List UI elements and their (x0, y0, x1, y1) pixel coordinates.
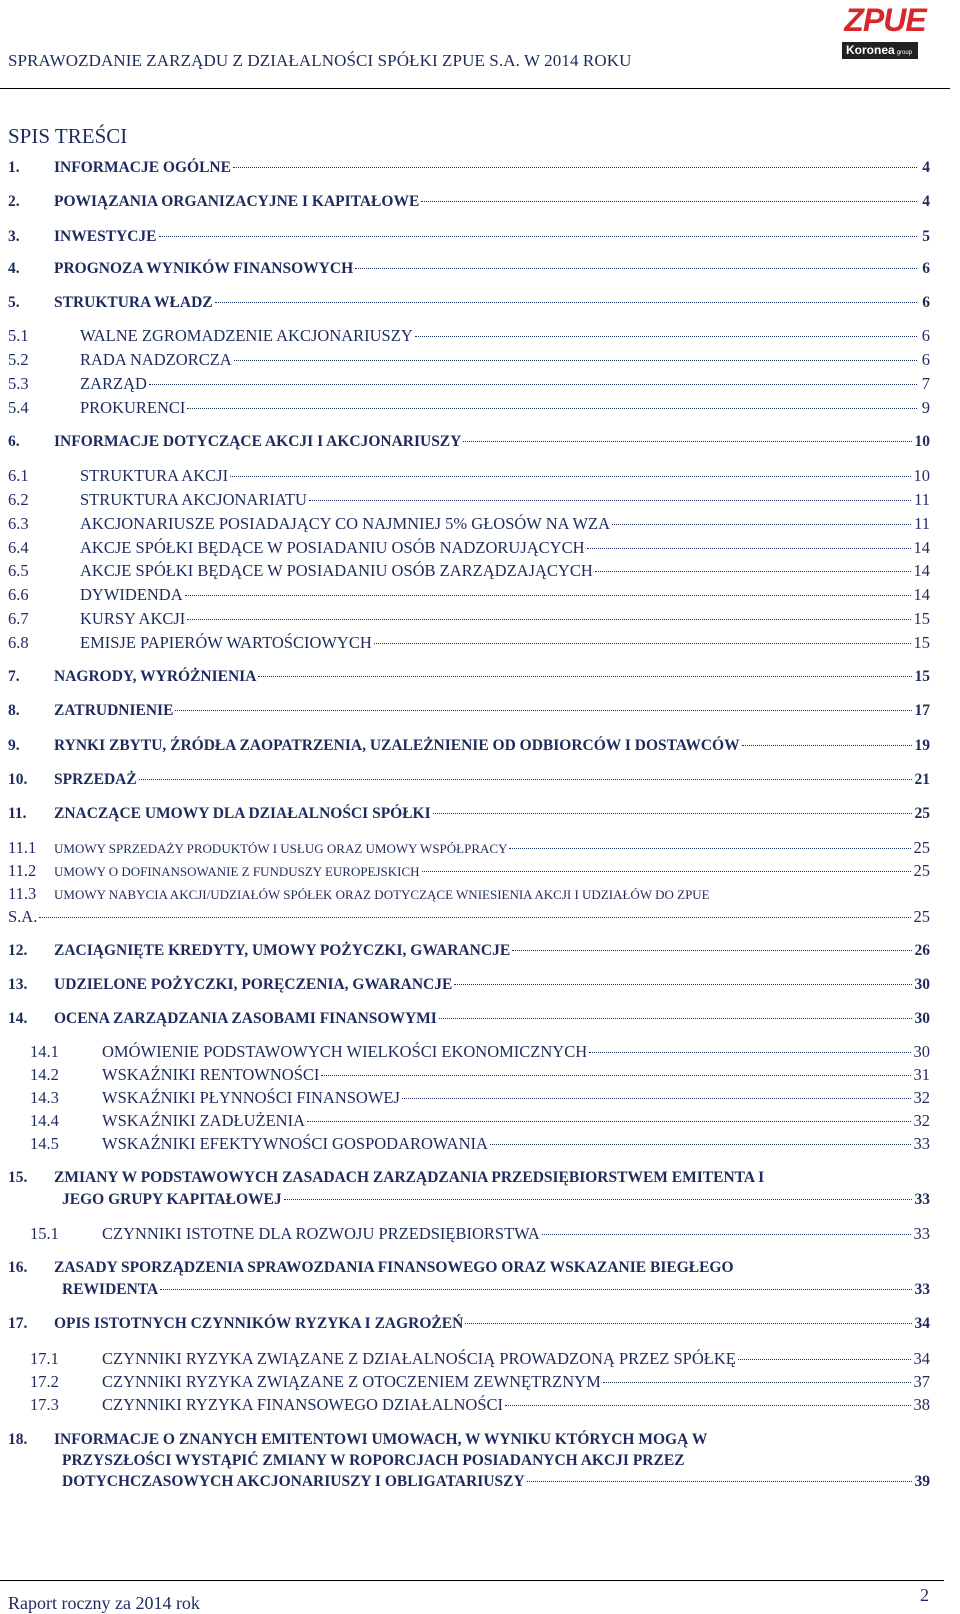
toc-entry-leader (230, 475, 910, 477)
toc-entry-line (8, 634, 930, 652)
toc-entry-title: INWESTYCJE (54, 228, 157, 245)
toc-entry-leader (258, 675, 911, 677)
toc-entry-page: 15 (913, 609, 930, 628)
toc-entry-line (30, 1043, 930, 1061)
footer-divider (0, 1580, 944, 1581)
toc-entry-leader (185, 594, 911, 596)
toc-entry-leader (595, 570, 911, 572)
toc-entry-number: 18. (8, 1431, 28, 1448)
toc-entry-leader (589, 1051, 910, 1053)
toc-entry-number: 15. (8, 1169, 28, 1186)
toc-entry-number: 17. (8, 1315, 28, 1332)
toc-entry-title: OMÓWIENIE PODSTAWOWYCH WIELKOŚCI EKONOMICZNYCH (102, 1042, 588, 1061)
toc-entry-line (8, 491, 930, 509)
toc-entry-number: 14.1 (30, 1042, 59, 1061)
toc-entry-leader (603, 1381, 911, 1383)
toc-entry-number: 3. (8, 228, 20, 245)
toc-entry-title: INFORMACJE DOTYCZĄCE AKCJI I AKCJONARIUSZY (54, 433, 462, 450)
toc-heading: SPIS TREŚCI (8, 124, 128, 148)
toc-entry-leader (39, 916, 910, 918)
toc-entry-title: WSKAŹNIKI EFEKTYWNOŚCI GOSPODAROWANIA (102, 1134, 488, 1153)
document-title: SPRAWOZDANIE ZARZĄDU Z DZIAŁALNOŚCI SPÓŁKI ZPUE S.A. W 2014 ROKU (8, 51, 632, 70)
toc-entry-page: 30 (913, 1042, 930, 1061)
toc-entry-page: 39 (914, 1473, 930, 1490)
toc-entry-number: 6.8 (8, 633, 29, 652)
toc-entry-line (8, 1010, 930, 1028)
toc-entry-leader (355, 267, 917, 269)
toc-entry-number: 14.2 (30, 1065, 59, 1084)
toc-entry-number: 17.2 (30, 1372, 59, 1391)
toc-entry-leader (505, 1404, 910, 1406)
toc-entry-line (8, 327, 930, 345)
toc-entry-number: 6.2 (8, 490, 29, 509)
toc-entry-title: SPRZEDAŻ (54, 771, 137, 788)
toc-entry-line (8, 351, 930, 369)
toc-entry-title: INFORMACJE O ZNANYCH EMITENTOWI UMOWACH, W WYNIKU KTÓRYCH MOGĄ W (54, 1431, 708, 1448)
toc-entry-line (8, 839, 930, 857)
toc-entry-line (8, 1169, 930, 1187)
toc-entry-page: 10 (914, 433, 930, 450)
toc-entry-line (62, 1191, 930, 1209)
toc-entry-leader (454, 983, 911, 985)
toc-entry-page: 17 (914, 702, 930, 719)
toc-entry-line (8, 228, 930, 246)
toc-entry-title: WSKAŹNIKI ZADŁUŻENIA (102, 1111, 305, 1130)
toc-entry-number: 17.3 (30, 1395, 59, 1414)
toc-entry-page: 14 (913, 538, 930, 557)
toc-entry-line (8, 586, 930, 604)
toc-entry-leader (402, 1097, 911, 1099)
toc-entry-line (8, 159, 930, 177)
toc-entry-line (62, 1281, 930, 1299)
toc-entry-page: 10 (913, 466, 930, 485)
toc-entry-title: ZNACZĄCE UMOWY DLA DZIAŁALNOŚCI SPÓŁKI (54, 805, 431, 822)
toc-entry-leader (374, 642, 911, 644)
toc-entry-number: 5.4 (8, 398, 29, 417)
toc-entry-leader (742, 744, 912, 746)
toc-entry-title: CZYNNIKI RYZYKA ZWIĄZANE Z OTOCZENIEM ZEWNĘTRZNYM (102, 1372, 601, 1391)
toc-entry-leader (421, 200, 917, 202)
header-divider (0, 88, 950, 89)
toc-entry-line (8, 1259, 930, 1277)
toc-entry-leader (422, 870, 911, 872)
toc-entry-leader (187, 618, 910, 620)
toc-entry-page: 14 (913, 585, 930, 604)
toc-entry-page: 19 (914, 737, 930, 754)
toc-entry-line (8, 399, 930, 417)
toc-entry-page: 6 (922, 294, 930, 311)
toc-entry-number: 6.1 (8, 466, 29, 485)
toc-entry-title: STRUKTURA AKCJI (80, 466, 229, 485)
toc-entry-page: 15 (914, 668, 930, 685)
toc-entry-number: 17.1 (30, 1349, 59, 1368)
toc-entry-line (30, 1396, 930, 1414)
toc-entry-page: 26 (914, 942, 930, 959)
toc-entry-leader (139, 778, 912, 780)
toc-entry-page: 25 (913, 861, 930, 880)
toc-entry-number: 6.3 (8, 514, 29, 533)
toc-entry-number: 4. (8, 260, 20, 277)
toc-entry-title: WALNE ZGROMADZENIE AKCJONARIUSZY (80, 326, 413, 345)
toc-entry-title: OCENA ZARZĄDZANIA ZASOBAMI FINANSOWYMI (54, 1010, 437, 1027)
toc-entry-page: 25 (914, 805, 930, 822)
toc-entry-line (8, 668, 930, 686)
toc-entry-leader (309, 499, 911, 501)
toc-entry-title: UMOWY O DOFINANSOWANIE Z FUNDUSZY EUROPEJSKICH (54, 864, 420, 879)
toc-entry-line (30, 1350, 930, 1368)
toc-entry-line (8, 942, 930, 960)
toc-entry-title: POWIĄZANIA ORGANIZACYJNE I KAPITAŁOWE (54, 193, 420, 210)
toc-entry-line (62, 1473, 930, 1491)
toc-entry-line (62, 1452, 930, 1470)
toc-entry-title-continued: PRZYSZŁOŚCI WYSTĄPIĆ ZMIANY W ROPORCJACH POSIADANYCH AKCJI PRZEZ (62, 1452, 685, 1469)
toc-entry-number: 1. (8, 159, 20, 176)
toc-entry-number: 14. (8, 1010, 28, 1027)
toc-entry-leader (463, 440, 911, 442)
toc-entry-title: CZYNNIKI RYZYKA FINANSOWEGO DZIAŁALNOŚCI (102, 1395, 504, 1414)
toc-entry-line (8, 805, 930, 823)
toc-entry-line (8, 260, 930, 278)
zpue-logo (842, 2, 942, 62)
toc-entry-title: PROKURENCI (80, 398, 186, 417)
toc-entry-number: 16. (8, 1259, 28, 1276)
toc-entry-title: ZATRUDNIENIE (54, 702, 174, 719)
toc-entry-page: 32 (913, 1088, 930, 1107)
toc-entry-page: 9 (921, 398, 930, 417)
toc-entry-line (30, 1089, 930, 1107)
toc-entry-line (8, 908, 930, 926)
toc-entry-page: 38 (913, 1395, 930, 1414)
toc-entry-number: 7. (8, 668, 20, 685)
toc-entry-page: 31 (913, 1065, 930, 1084)
toc-entry-number: 14.3 (30, 1088, 59, 1107)
toc-entry-title-continued: DOTYCHCZASOWYCH AKCJONARIUSZY I OBLIGATARIUSZY (62, 1473, 525, 1490)
toc-entry-number: 5. (8, 294, 20, 311)
toc-entry-line (8, 702, 930, 720)
toc-entry-leader (433, 812, 912, 814)
toc-entry-number: 11.1 (8, 838, 37, 857)
toc-entry-line (8, 562, 930, 580)
toc-entry-number: 10. (8, 771, 28, 788)
toc-entry-title: OPIS ISTOTNYCH CZYNNIKÓW RYZYKA I ZAGROŻEŃ (54, 1315, 464, 1332)
toc-entry-number: 13. (8, 976, 28, 993)
toc-entry-line (8, 375, 930, 393)
toc-entry-title-continued: S.A. (8, 907, 38, 926)
logo-badge-text: Koronea (846, 43, 895, 57)
toc-entry-page: 11 (914, 490, 930, 509)
toc-entry-number: 14.4 (30, 1111, 59, 1130)
toc-entry-leader (490, 1143, 911, 1145)
toc-entry-page: 14 (913, 561, 930, 580)
toc-entry-number: 6.5 (8, 561, 29, 580)
toc-entry-leader (465, 1322, 911, 1324)
toc-entry-leader (233, 166, 917, 168)
toc-entry-title: KURSY AKCJI (80, 609, 186, 628)
logo-badge (842, 42, 918, 59)
toc-entry-title: ZARZĄD (80, 374, 147, 393)
toc-entry-leader (439, 1017, 912, 1019)
toc-entry-title: AKCJE SPÓŁKI BĘDĄCE W POSIADANIU OSÓB ZARZĄDZAJĄCYCH (80, 561, 593, 580)
toc-entry-title: CZYNNIKI ISTOTNE DLA ROZWOJU PRZEDSIĘBIORSTWA (102, 1224, 540, 1243)
toc-entry-title: RYNKI ZBYTU, ŹRÓDŁA ZAOPATRZENIA, UZALEŻNIENIE OD ODBIORCÓW I DOSTAWCÓW (54, 737, 740, 754)
toc-entry-page: 32 (913, 1111, 930, 1130)
toc-entry-page: 21 (914, 771, 930, 788)
toc-entry-leader (159, 235, 918, 237)
toc-entry-line (8, 515, 930, 533)
toc-entry-title: STRUKTURA WŁADZ (54, 294, 213, 311)
toc-entry-title-continued: REWIDENTA (62, 1281, 159, 1298)
toc-entry-title: EMISJE PAPIERÓW WARTOŚCIOWYCH (80, 633, 372, 652)
toc-entry-number: 8. (8, 702, 20, 719)
toc-entry-page: 5 (922, 228, 930, 245)
toc-entry-leader (187, 407, 917, 409)
toc-entry-leader (175, 709, 911, 711)
toc-entry-line (30, 1373, 930, 1391)
toc-entry-line (8, 737, 930, 755)
toc-entry-line (8, 862, 930, 880)
toc-entry-page: 6 (922, 260, 930, 277)
toc-entry-leader (321, 1074, 910, 1076)
toc-entry-line (30, 1225, 930, 1243)
toc-entry-title: NAGRODY, WYRÓŻNIENIA (54, 668, 257, 685)
toc-entry-title: ZASADY SPORZĄDZENIA SPRAWOZDANIA FINANSOWEGO ORAZ WSKAZANIE BIEGŁEGO (54, 1259, 734, 1276)
toc-entry-number: 11.3 (8, 884, 37, 903)
toc-entry-number: 11. (8, 805, 27, 822)
toc-entry-page: 30 (914, 1010, 930, 1027)
toc-entry-title: ZMIANY W PODSTAWOWYCH ZASADACH ZARZĄDZANIA PRZEDSIĘBIORSTWEM EMITENTA I (54, 1169, 765, 1186)
toc-entry-number: 9. (8, 737, 20, 754)
toc-entry-title: UMOWY SPRZEDAŻY PRODUKTÓW I USŁUG ORAZ UMOWY WSPÓŁPRACY (54, 841, 508, 856)
toc-entry-line (30, 1066, 930, 1084)
toc-entry-line (8, 433, 930, 451)
toc-entry-line (8, 294, 930, 312)
toc-entry-line (8, 193, 930, 211)
toc-entry-leader (512, 949, 911, 951)
toc-entry-title: AKCJONARIUSZE POSIADAJĄCY CO NAJMNIEJ 5% GŁOSÓW NA WZA (80, 514, 611, 533)
toc-entry-page: 7 (921, 374, 930, 393)
toc-entry-title: ZACIĄGNIĘTE KREDYTY, UMOWY POŻYCZKI, GWARANCJE (54, 942, 511, 959)
toc-entry-title: RADA NADZORCZA (80, 350, 232, 369)
toc-entry-page: 30 (914, 976, 930, 993)
toc-entry-page: 34 (913, 1349, 930, 1368)
toc-entry-line (8, 610, 930, 628)
toc-entry-leader (509, 847, 910, 849)
logo-badge-small: group (896, 50, 913, 56)
toc-entry-leader (215, 301, 917, 303)
toc-entry-line (8, 467, 930, 485)
toc-entry-leader (284, 1198, 912, 1200)
logo-wordmark: ZPUE (844, 2, 926, 38)
toc-entry-leader (587, 547, 911, 549)
footer-report-label: Raport roczny za 2014 rok (8, 1593, 200, 1613)
toc-entry-number: 6.4 (8, 538, 29, 557)
toc-entry-title: CZYNNIKI RYZYKA ZWIĄZANE Z DZIAŁALNOŚCIĄ PROWADZONĄ PRZEZ SPÓŁKĘ (102, 1349, 736, 1368)
toc-entry-title: INFORMACJE OGÓLNE (54, 159, 231, 176)
toc-entry-title: WSKAŹNIKI RENTOWNOŚCI (102, 1065, 320, 1084)
toc-entry-leader (415, 335, 917, 337)
toc-entry-number: 6. (8, 433, 20, 450)
toc-entry-title: STRUKTURA AKCJONARIATU (80, 490, 307, 509)
toc-entry-leader (149, 383, 917, 385)
toc-entry-leader (234, 359, 917, 361)
toc-entry-number: 12. (8, 942, 28, 959)
toc-entry-page: 25 (913, 907, 930, 926)
toc-entry-number: 5.1 (8, 326, 29, 345)
toc-entry-leader (307, 1120, 911, 1122)
toc-entry-line (8, 976, 930, 994)
toc-entry-number: 14.5 (30, 1134, 59, 1153)
toc-entry-page: 6 (921, 326, 930, 345)
toc-entry-leader (738, 1358, 911, 1360)
toc-entry-page: 25 (913, 838, 930, 857)
toc-entry-page: 33 (913, 1224, 930, 1243)
toc-entry-number: 15.1 (30, 1224, 59, 1243)
toc-entry-title: PROGNOZA WYNIKÓW FINANSOWYCH (54, 260, 354, 277)
toc-entry-page: 33 (913, 1134, 930, 1153)
page-header (0, 0, 960, 92)
toc-entry-title: DYWIDENDA (80, 585, 183, 604)
toc-entry-page: 33 (914, 1281, 930, 1298)
toc-entry-page: 33 (914, 1191, 930, 1208)
toc-entry-page: 4 (922, 159, 930, 176)
toc-entry-line (30, 1135, 930, 1153)
toc-entry-number: 2. (8, 193, 20, 210)
toc-entry-title: UDZIELONE POŻYCZKI, PORĘCZENIA, GWARANCJE (54, 976, 453, 993)
toc-entry-number: 6.6 (8, 585, 29, 604)
toc-entry-number: 6.7 (8, 609, 29, 628)
toc-entry-title-continued: JEGO GRUPY KAPITAŁOWEJ (62, 1191, 282, 1208)
toc-entry-line (8, 1315, 930, 1333)
toc-entry-line (8, 539, 930, 557)
toc-entry-number: 11.2 (8, 861, 37, 880)
toc-entry-leader (542, 1233, 911, 1235)
toc-entry-line (8, 885, 930, 903)
toc-entry-leader (527, 1480, 912, 1482)
toc-entry-page: 6 (921, 350, 930, 369)
toc-entry-leader (160, 1288, 911, 1290)
toc-entry-line (8, 1431, 930, 1449)
toc-entry-page: 37 (913, 1372, 930, 1391)
toc-entry-leader (612, 523, 911, 525)
toc-entry-title: WSKAŹNIKI PŁYNNOŚCI FINANSOWEJ (102, 1088, 400, 1107)
toc-entry-page: 15 (913, 633, 930, 652)
toc-entry-line (30, 1112, 930, 1130)
footer-page-number: 2 (920, 1585, 929, 1605)
toc-entry-number: 5.3 (8, 374, 29, 393)
toc-entry-page: 34 (914, 1315, 930, 1332)
toc-entry-number: 5.2 (8, 350, 29, 369)
toc-entry-page: 11 (914, 514, 930, 533)
toc-entry-title: UMOWY NABYCIA AKCJI/UDZIAŁÓW SPÓŁEK ORAZ DOTYCZĄCE WNIESIENIA AKCJI I UDZIAŁÓW DO ZPUE (54, 887, 710, 902)
toc-entry-title: AKCJE SPÓŁKI BĘDĄCE W POSIADANIU OSÓB NADZORUJĄCYCH (80, 538, 585, 557)
toc-entry-page: 4 (922, 193, 930, 210)
toc-entry-line (8, 771, 930, 789)
